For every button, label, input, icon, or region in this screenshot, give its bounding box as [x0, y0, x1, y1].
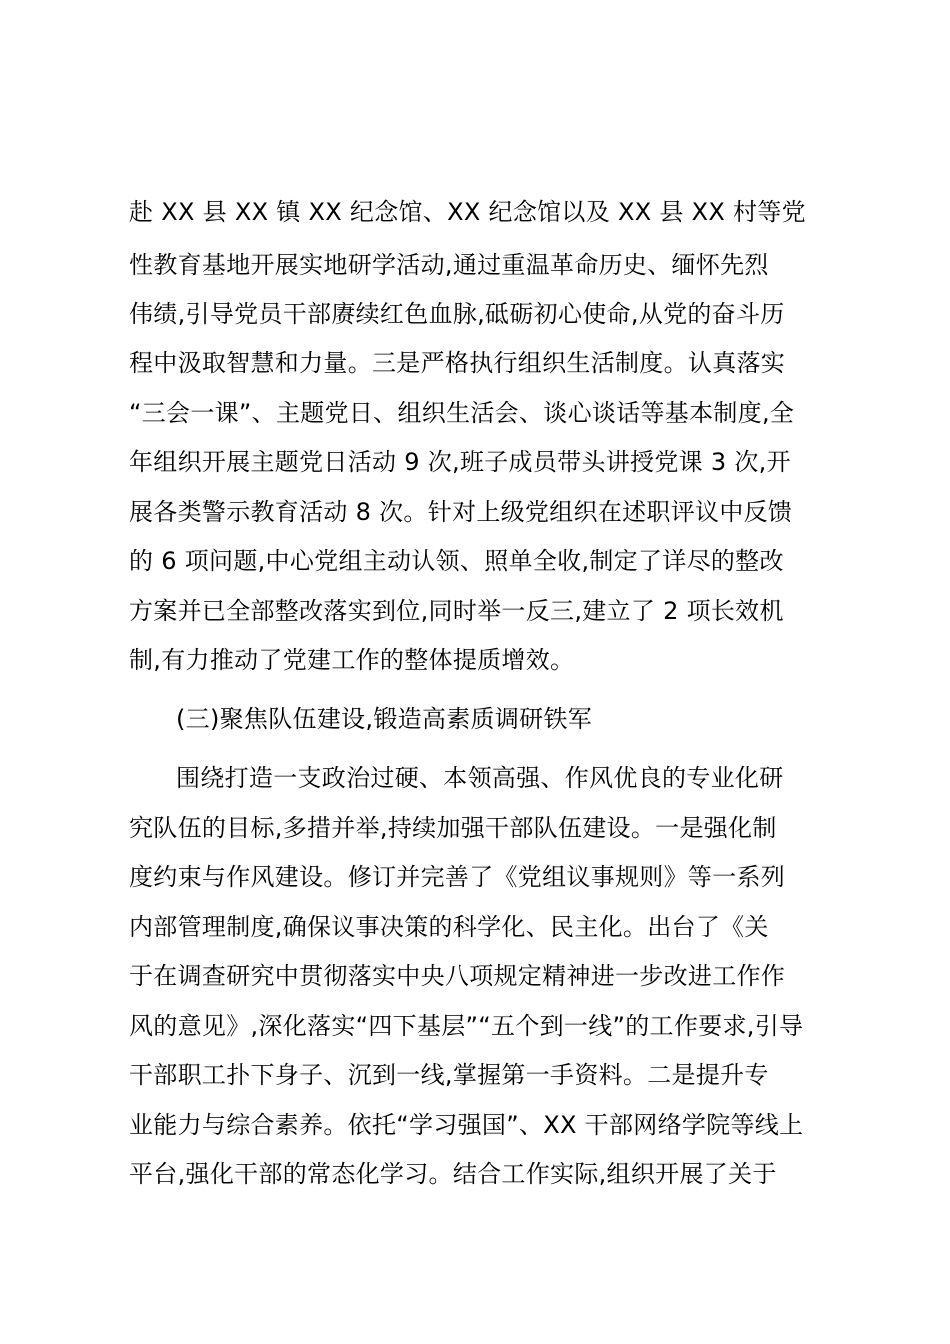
body-text-line: 内部管理制度,确保议事决策的科学化、民主化。出台了《关: [129, 913, 769, 941]
body-text-line: 赴 XX 县 XX 镇 XX 纪念馆、XX 纪念馆以及 XX 县 XX 村等党: [129, 198, 806, 226]
body-text-line: 程中汲取智慧和力量。三是严格执行组织生活制度。认真落实: [129, 349, 786, 377]
body-text-line: “三会一课”、主题党日、组织生活会、谈心谈话等基本制度,全: [129, 399, 795, 427]
body-text-line: 究队伍的目标,多措并举,持续加强干部队伍建设。一是强化制: [129, 814, 777, 842]
body-text-line: 年组织开展主题党日活动 9 次,班子成员带头讲授党课 3 次,开: [129, 448, 791, 476]
paragraph-first-line: 围绕打造一支政治过硬、本领高强、作风优良的专业化研: [176, 764, 784, 792]
body-text-line: 伟绩,引导党员干部赓续红色血脉,砥砺初心使命,从党的奋斗历: [129, 300, 785, 328]
body-text-line: 于在调查研究中贯彻落实中央八项规定精神进一步改进工作作: [129, 962, 786, 990]
body-text-line: 度约束与作风建设。修订并完善了《党组议事规则》等一系列: [129, 863, 786, 891]
body-text-line: 性教育基地开展实地研学活动,通过重温革命历史、缅怀先烈: [129, 251, 769, 279]
body-text-line: 业能力与综合素养。依托“学习强国”、XX 干部网络学院等线上: [129, 1111, 804, 1139]
body-text-line: 平台,强化干部的常态化学习。结合工作实际,组织开展了关于: [129, 1160, 777, 1188]
section-heading: (三)聚焦队伍建设,锻造高素质调研铁军: [176, 705, 593, 733]
body-text-line: 风的意见》,深化落实“四下基层”“五个到一线”的工作要求,引导: [129, 1012, 804, 1040]
body-text-line: 制,有力推动了党建工作的整体提质增效。: [129, 646, 575, 674]
body-text-line: 干部职工扑下身子、沉到一线,掌握第一手资料。二是提升专: [129, 1061, 769, 1089]
body-text-line: 的 6 项问题,中心党组主动认领、照单全收,制定了详尽的整改: [129, 547, 784, 575]
body-text-line: 方案并已全部整改落实到位,同时举一反三,建立了 2 项长效机: [129, 597, 784, 625]
body-text-line: 展各类警示教育活动 8 次。针对上级党组织在述职评议中反馈: [129, 498, 793, 526]
